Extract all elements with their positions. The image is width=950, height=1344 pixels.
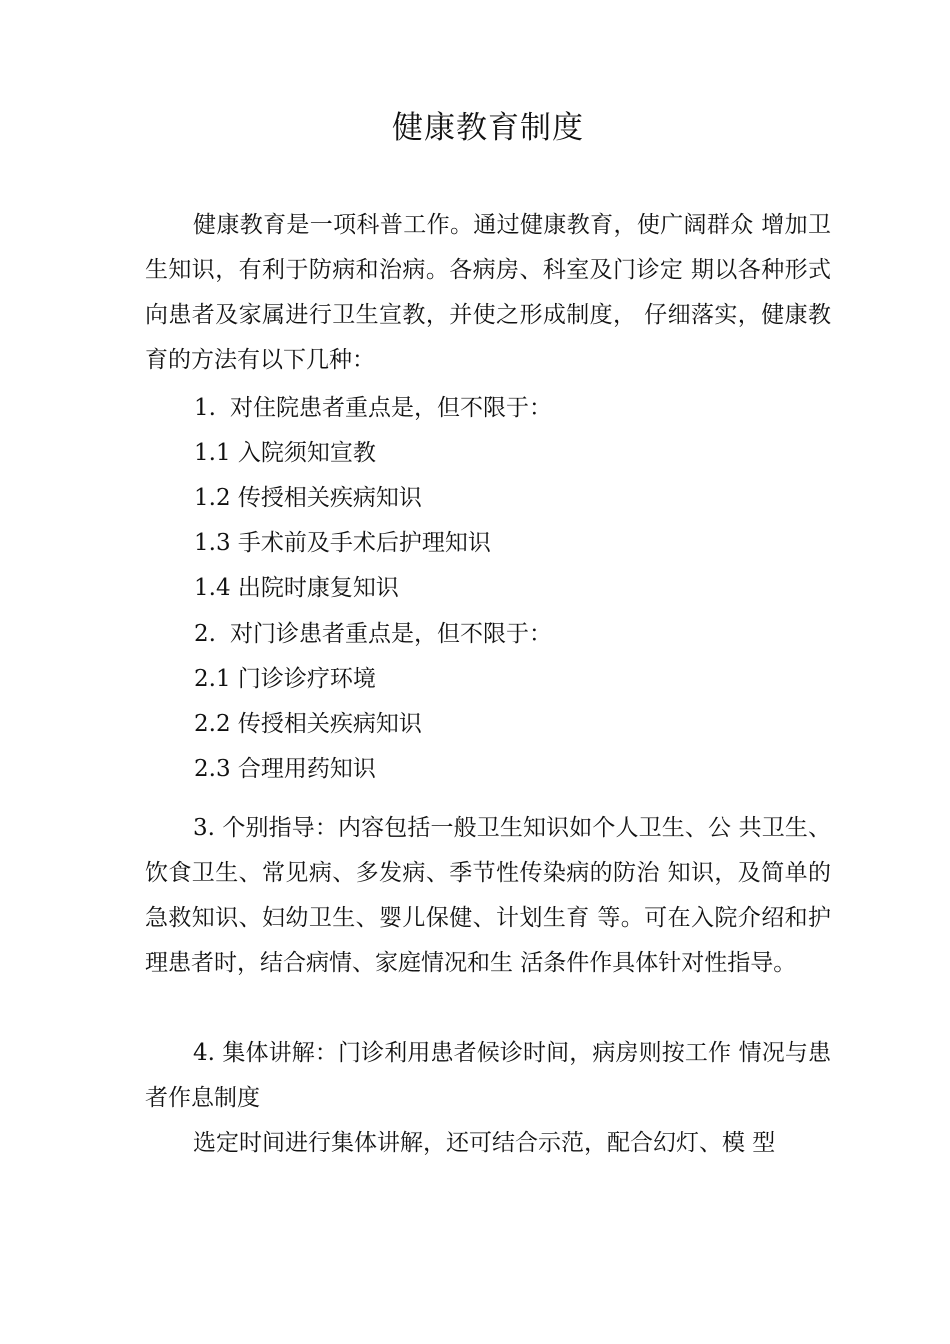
list-item: 1.1 入院须知宣教 — [194, 440, 376, 466]
list-item: 2.1 门诊诊疗环境 — [194, 666, 376, 692]
list-item: 2.2 传授相关疾病知识 — [194, 711, 422, 737]
section-2-number: 2. — [194, 621, 216, 647]
section-2-heading-text: 对门诊患者重点是，但不限于： — [229, 621, 552, 647]
closing-paragraph: 选定时间进行集体讲解，还可结合示范，配合幻灯、模 型 — [193, 1130, 776, 1156]
section-4-paragraph: 4. 集体讲解：门诊利用患者候诊时间，病房则按工作 情况与患者作息制度 — [145, 1040, 831, 1111]
intro-paragraph: 健康教育是一项科普工作。通过健康教育，使广阔群众 增加卫生知识，有利于防病和治病。各病房、科室及门诊定 期以各种形式向患者及家属进行卫生宣教，并使之形成制度， 仔细落实，健康教育的方法有以下几种： — [145, 212, 831, 373]
section-3-paragraph: 3. 个别指导：内容包括一般卫生知识如个人卫生、公 共卫生、饮食卫生、常见病、多发病、季节性传染病的防治 知识，及简单的急救知识、妇幼卫生、婴儿保健、计划生育 等。可在入院介绍和护理患者时，结合病情、家庭情况和生 活条件作具体针对性指导。 — [145, 815, 831, 976]
list-item: 1.2 传授相关疾病知识 — [194, 485, 422, 511]
document-title: 健康教育制度 — [392, 110, 584, 146]
section-1-heading-text: 对住院患者重点是，但不限于： — [229, 395, 552, 421]
section-2-heading — [194, 612, 552, 657]
list-item: 1.3 手术前及手术后护理知识 — [194, 530, 491, 556]
section-1-heading — [194, 386, 552, 431]
section-1-number: 1. — [194, 395, 216, 421]
list-item: 1.4 出院时康复知识 — [194, 575, 399, 601]
list-item: 2.3 合理用药知识 — [194, 756, 376, 782]
